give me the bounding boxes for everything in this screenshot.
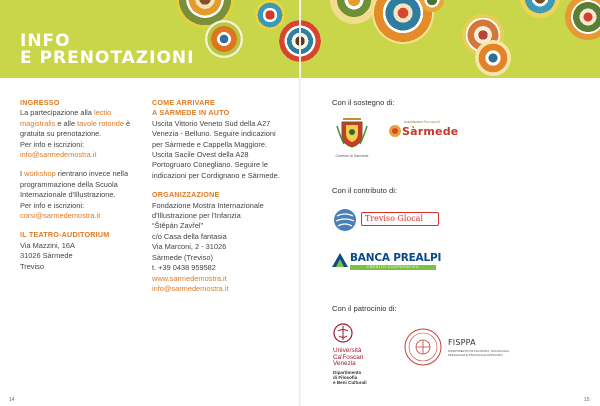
org-name-2: “Štěpán Zavřel” <box>152 221 203 231</box>
org-phone: t. +39 0438 959582 <box>152 263 216 273</box>
coat-of-arms-icon <box>334 116 370 148</box>
deco-circle <box>475 40 511 76</box>
deco-circle <box>565 0 600 40</box>
tavole-link[interactable]: tavole rotonde <box>77 118 124 128</box>
uni-name-3: Venezia <box>333 360 356 368</box>
org-address-3: Sàrmede (Treviso) <box>152 252 213 262</box>
ingresso-text: La partecipazione alla lectio magistralis e alle tavole rotonde è gratuita su prenotazione. <box>20 108 131 139</box>
fisppa-sub-2: PEDAGOGIA E PSICOLOGIA APPLICATA <box>448 353 503 357</box>
page-number-left: 14 <box>9 397 15 403</box>
info-column-middle <box>152 98 280 294</box>
arrivare-text: Uscita Vittorio Veneto Sud della A27 Venezia - Belluno. Seguire indicazioni per Sàrmede e Cappella Maggiore. Uscita Sacile Ovest della A28 Portogruaro Conegliano. Seguire le indicazioni per Cordignano e Sàrmede. <box>152 118 280 180</box>
title-line-1: INFO <box>20 31 71 51</box>
patrocinio-label: Con il patrocinio di: <box>332 304 397 313</box>
ingresso-email-link[interactable]: info@sarmedemostra.it <box>20 150 97 160</box>
deco-circle <box>520 0 560 18</box>
deco-circle <box>255 0 285 30</box>
proloco-flower-icon <box>388 124 402 138</box>
arrivare-subheading: A SÀRMEDE IN AUTO <box>152 108 230 118</box>
org-email-link[interactable]: info@sarmedemostra.it <box>152 283 229 293</box>
teatro-heading: IL TEATRO-AUDITORIUM <box>20 230 110 240</box>
proloco-small-text: Associazione Pro Loco di <box>404 120 440 124</box>
org-address-2: Via Marconi, 2 - 31026 <box>152 242 227 252</box>
uni-name-2: Ca'Foscari <box>333 353 364 361</box>
padova-seal-icon <box>404 328 442 366</box>
sarmede-proloco-logo <box>388 120 460 146</box>
org-website-link[interactable]: www.sarmedemostra.it <box>152 273 227 283</box>
uni-dept-1: Dipartimento <box>333 369 362 375</box>
fisppa-logo <box>404 328 514 368</box>
globe-icon <box>333 208 357 232</box>
university-seal-icon <box>333 323 353 343</box>
comune-caption: Comune di Sàrmede <box>335 154 369 158</box>
uni-name-1: Università <box>333 347 362 354</box>
title-line-2: E PRENOTAZIONI <box>20 48 195 68</box>
deco-circle <box>330 0 378 24</box>
ingresso-info: Per info e iscrizioni: <box>20 139 85 149</box>
workshop-text: I workshop rientrano invece nella programmazione della Scuola Internazionale d'Illustrazione. <box>20 169 129 200</box>
uni-dept-3: e Beni Culturali <box>333 379 367 385</box>
teatro-address-3: Treviso <box>20 261 44 271</box>
fisppa-sub-1: DIPARTIMENTO DI FILOSOFIA, SOCIOLOGIA, <box>448 349 510 353</box>
teatro-address-2: 31026 Sàrmede <box>20 251 73 261</box>
teatro-address-1: Via Mazzini, 16A <box>20 240 75 250</box>
banca-sub-text: CREDITO COOPERATIVO <box>350 265 436 270</box>
page-fold <box>299 0 301 406</box>
ca-foscari-logo <box>333 323 381 389</box>
banca-prealpi-logo <box>332 252 442 272</box>
deco-circle <box>205 20 243 58</box>
page-title <box>20 33 194 67</box>
workshop-info: Per info e iscrizioni: <box>20 200 85 210</box>
proloco-logo-text: Sàrmede <box>402 124 459 138</box>
treviso-glocal-logo <box>333 206 443 234</box>
banca-prealpi-text: BANCA PREALPI <box>350 252 442 264</box>
uni-dept-2: di Filosofia <box>333 374 358 380</box>
org-address-1: c/o Casa della fantasia <box>152 231 227 241</box>
comune-sarmede-logo <box>334 116 370 156</box>
contributo-label: Con il contributo di: <box>332 186 398 195</box>
page-number-right: 15 <box>584 397 590 403</box>
workshop-link[interactable]: workshop <box>24 169 56 179</box>
sostegno-label: Con il sostegno di: <box>332 98 395 107</box>
organizzazione-heading: ORGANIZZAZIONE <box>152 190 220 200</box>
lectio-link[interactable]: lectio magistralis <box>20 108 112 128</box>
treviso-glocal-text: Treviso Glocal <box>365 214 424 223</box>
fisppa-text: FISPPA <box>448 338 476 347</box>
org-name: Fondazione Mostra Internazionale d'Illustrazione per l'Infanzia <box>152 200 264 221</box>
arrivare-heading: COME ARRIVARE <box>152 98 215 107</box>
info-column-left <box>20 98 138 272</box>
mountain-icon <box>332 253 348 267</box>
ingresso-heading: INGRESSO <box>20 98 60 107</box>
workshop-email-link[interactable]: corsi@sarmedemostra.it <box>20 211 101 221</box>
